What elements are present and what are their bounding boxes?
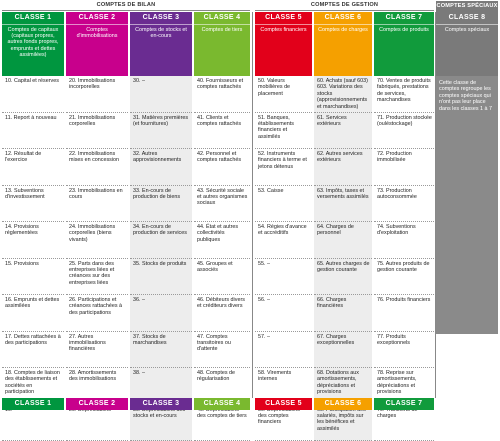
account-cell [374, 149, 434, 186]
footer-class-7: CLASSE 7 [374, 398, 434, 410]
section-comptes-speciaux: COMPTES SPÉCIAUX [436, 1, 498, 12]
account-label: 77. Produits exceptionnels [377, 334, 432, 347]
account-label: 55. – [258, 261, 310, 267]
account-label: 26. Participations et créances rattachées à des participations [69, 297, 126, 316]
account-cell [130, 186, 192, 223]
account-label: 63. Impôts, taxes et versements assimilés [317, 188, 370, 201]
account-cell [2, 259, 64, 296]
account-cell [66, 76, 128, 113]
account-label: 35. Stocks de produits [133, 261, 190, 267]
account-label: 53. Caisse [258, 188, 310, 194]
account-cell [255, 76, 312, 113]
account-label: 73. Production autoconsommée [377, 188, 432, 201]
account-label: 47. Comptes transitoires ou d'attente [197, 334, 248, 353]
class-3-accounts [130, 76, 192, 441]
class-2-accounts [66, 76, 128, 441]
footer-class-2: CLASSE 2 [66, 398, 128, 410]
account-label: 36. – [133, 297, 190, 303]
class-4-description: Comptes de tiers [194, 24, 250, 76]
account-cell [314, 149, 372, 186]
account-cell [194, 332, 250, 369]
account-label: 14. Provisions réglementées [5, 224, 62, 237]
footer-class-6: CLASSE 6 [314, 398, 372, 410]
account-cell [66, 332, 128, 369]
account-label: stocks et en-cours [133, 407, 190, 420]
class-2-header: CLASSE 2 [66, 12, 128, 24]
account-label: 34. En-cours de production de services [133, 224, 190, 237]
class-7-accounts [374, 76, 434, 441]
account-label: 70. Ventes de produits fabriqués, prestations de services, marchandises [377, 78, 432, 104]
section-divider-bilan-gestion [252, 12, 253, 398]
account-label: 16. Emprunts et dettes assimilées [5, 297, 62, 310]
account-label: 43. Sécurité sociale et autres organismes sociaux [197, 188, 248, 207]
footer-class-5: CLASSE 5 [255, 398, 312, 410]
account-cell [66, 222, 128, 259]
account-cell [255, 332, 312, 369]
account-label: Cette classe de comptes regroupe les comptes spéciaux qui n'ont pas leur place dans les classes 1 à 7 [439, 80, 495, 112]
account-cell [66, 259, 128, 296]
class-7-column [374, 12, 434, 398]
account-label: 24. Immobilisations corporelles (biens vivants) [69, 224, 126, 243]
account-label: 18. Comptes de liaison des établissements et sociétés en participation [5, 370, 62, 396]
class-8-column [436, 12, 498, 398]
account-cell [2, 295, 64, 332]
account-cell [255, 149, 312, 186]
footer-class-1: CLASSE 1 [2, 398, 64, 410]
account-cell [130, 149, 192, 186]
account-cell [194, 76, 250, 113]
account-cell [255, 222, 312, 259]
account-label: 62. Autres services extérieurs [317, 151, 370, 164]
class-5-header: CLASSE 5 [255, 12, 312, 24]
account-label: 21. Immobilisations corporelles [69, 115, 126, 128]
account-label: 67. Charges exceptionnelles [317, 334, 370, 347]
account-label: 71. Production stockée (ouléstockage) [377, 115, 432, 128]
account-label: salariés, impôts sur les bénéfices et assimilés [317, 407, 370, 433]
account-cell [314, 222, 372, 259]
account-label: 54. Régies d'avance et accréditifs [258, 224, 310, 237]
account-label: 22. Immobilisations mises en concession [69, 151, 126, 164]
section-comptes-de-bilan: COMPTES DE BILAN [2, 2, 250, 11]
account-cell [314, 259, 372, 296]
account-label: 75. Autres produits de gestion courante [377, 261, 432, 274]
account-label: charges [377, 407, 432, 420]
account-label: 58. Virements internes [258, 370, 310, 383]
class-2-description: Comptes d'immobilisations [66, 24, 128, 76]
account-cell [130, 76, 192, 113]
class-4-header: CLASSE 4 [194, 12, 250, 24]
class-3-column [130, 12, 192, 398]
account-label: 12. Résultat de l'exercice [5, 151, 62, 164]
class-1-description: Comptes de capitaux (capitaux propres, autres fonds propres, emprunts et dettes assimilées) [2, 24, 64, 76]
class-5-description: Comptes financiers [255, 24, 312, 76]
account-label: 38. – [133, 370, 190, 376]
class-1-header: CLASSE 1 [2, 12, 64, 24]
account-label: 60. Achats (sauf 603) 603. Variations des stocks (approvisionnements et marchandises) [317, 78, 370, 110]
account-cell [194, 259, 250, 296]
account-cell [194, 295, 250, 332]
account-label: des comptes de tiers [197, 407, 248, 420]
account-cell [130, 295, 192, 332]
account-label: 41. Clients et comptes rattachés [197, 115, 248, 128]
class-3-header: CLASSE 3 [130, 12, 192, 24]
account-cell [194, 113, 250, 150]
account-label: 48. Comptes de régularisation [197, 370, 248, 383]
class-2-column [66, 12, 128, 398]
account-cell [130, 222, 192, 259]
account-cell [66, 186, 128, 223]
account-cell [374, 222, 434, 259]
class-6-accounts [314, 76, 372, 441]
class-6-column [314, 12, 372, 398]
class-7-description: Comptes de produits [374, 24, 434, 76]
class-7-header: CLASSE 7 [374, 12, 434, 24]
account-label: 15. Provisions [5, 261, 62, 267]
account-label: 40. Fournisseurs et comptes rattachés [197, 78, 248, 91]
account-label: 50. Valeurs mobilières de placement [258, 78, 310, 97]
account-cell [66, 113, 128, 150]
account-label: 10. Capital et réserves [5, 78, 62, 84]
account-label: 42. Personnel et comptes rattachés [197, 151, 248, 164]
account-cell [374, 332, 434, 369]
footer-class-row [0, 398, 500, 410]
account-cell [66, 149, 128, 186]
account-cell [2, 222, 64, 259]
account-cell [255, 259, 312, 296]
class-6-description: Comptes de charges [314, 24, 372, 76]
account-label: 66. Charges financières [317, 297, 370, 310]
account-cell [130, 113, 192, 150]
account-cell [314, 186, 372, 223]
account-label: 51. Banques, établissements financiers et assimilés [258, 115, 310, 141]
account-label: 61. Services extérieurs [317, 115, 370, 128]
class-3-description: Comptes de stocks et en-cours [130, 24, 192, 76]
account-cell [2, 186, 64, 223]
class-1-column [2, 12, 64, 398]
class-8-description: Comptes spéciaux [436, 24, 498, 76]
account-label: 37. Stocks de marchandises [133, 334, 190, 347]
account-label: 52. Instruments financiers à terme et jetons détenus [258, 151, 310, 170]
account-cell [66, 295, 128, 332]
account-label: 11. Report à nouveau [5, 115, 62, 121]
account-cell [130, 259, 192, 296]
account-label: 28. Amortissements des immobilisations [69, 370, 126, 383]
account-cell [2, 76, 64, 113]
account-label: 44. État et autres collectivités publiques [197, 224, 248, 243]
account-label: 23. Immobilisations en cours [69, 188, 126, 201]
account-label: 64. Charges de personnel [317, 224, 370, 237]
account-cell [436, 76, 498, 116]
account-label: 13. Subventions d'investissement [5, 188, 62, 201]
class-5-accounts [255, 76, 312, 441]
account-cell [374, 259, 434, 296]
footer-class-3: CLASSE 3 [130, 398, 192, 410]
account-label: des comptes financiers [258, 407, 310, 426]
account-cell [314, 332, 372, 369]
account-cell [194, 222, 250, 259]
account-cell [374, 295, 434, 332]
section-header-row [0, 0, 500, 12]
class-8-accounts [436, 76, 498, 334]
class-4-accounts [194, 76, 250, 441]
account-cell [2, 332, 64, 369]
account-label: 56. – [258, 297, 310, 303]
account-cell [2, 113, 64, 150]
account-label: 72. Production immobilisée [377, 151, 432, 164]
account-cell [255, 186, 312, 223]
class-4-column [194, 12, 250, 398]
account-cell [374, 113, 434, 150]
account-cell [314, 295, 372, 332]
account-cell [194, 149, 250, 186]
account-cell [374, 76, 434, 113]
class-8-header: CLASSE 8 [436, 12, 498, 24]
account-label: 65. Autres charges de gestion courante [317, 261, 370, 274]
account-label: 17. Dettes rattachées à des participations [5, 334, 62, 347]
account-label: 30. – [133, 78, 190, 84]
account-cell [2, 149, 64, 186]
account-label: 20. Immobilisations incorporelles [69, 78, 126, 91]
account-label: 31. Matières premières (et fournitures) [133, 115, 190, 128]
account-label: 76. Produits financiers [377, 297, 432, 303]
class-5-column [255, 12, 312, 398]
class-6-header: CLASSE 6 [314, 12, 372, 24]
account-label: 45. Groupes et associés [197, 261, 248, 274]
account-label: 78. Reprise sur amortissements, dépréciations et provisions [377, 370, 432, 396]
account-label: 25. Parts dans des entreprises liées et créances sur des entreprises liées [69, 261, 126, 287]
account-label: 32. Autres approvisionnements [133, 151, 190, 164]
class-1-accounts [2, 76, 64, 441]
account-label: 68. Dotations aux amortissements, dépréciations et provisions [317, 370, 370, 396]
account-cell [314, 113, 372, 150]
footer-class-4: CLASSE 4 [194, 398, 250, 410]
account-cell [255, 113, 312, 150]
account-label: 74. Subventions d'exploitation [377, 224, 432, 237]
account-cell [255, 295, 312, 332]
account-label: 27. Autres immobilisations financières [69, 334, 126, 353]
section-comptes-de-gestion: COMPTES DE GESTION [255, 2, 434, 11]
account-label: 57. – [258, 334, 310, 340]
account-cell [374, 186, 434, 223]
account-label: 33. En-cours de production de biens [133, 188, 190, 201]
account-cell [314, 76, 372, 113]
account-label: 46. Débiteurs divers et créditeurs divers [197, 297, 248, 310]
account-cell [130, 332, 192, 369]
account-cell [194, 186, 250, 223]
